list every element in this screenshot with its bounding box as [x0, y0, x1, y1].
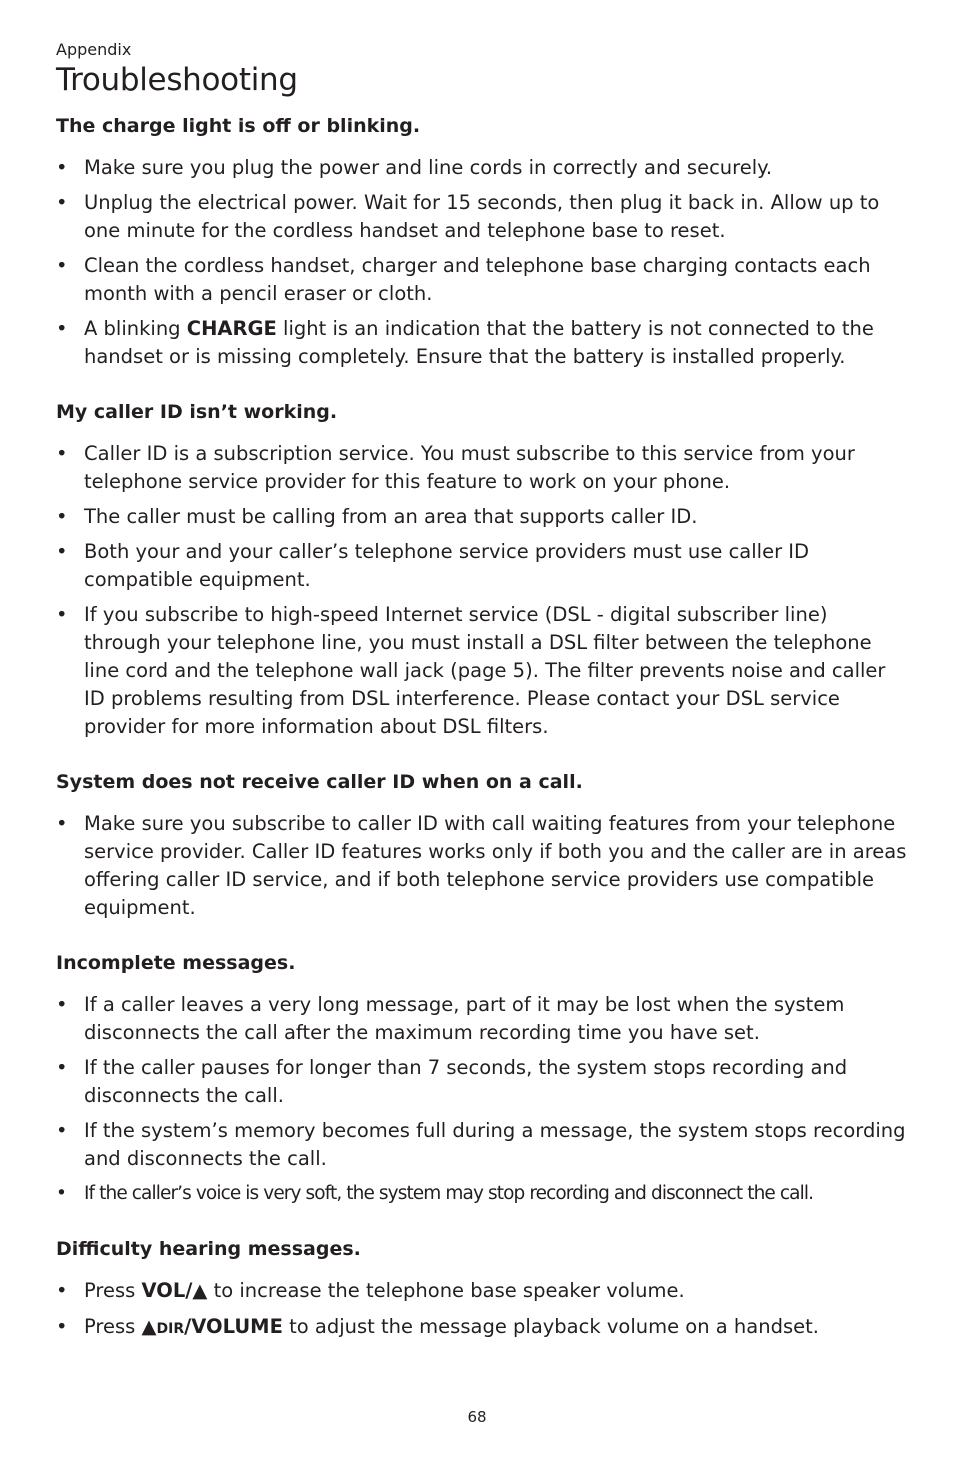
bullet-list	[56, 1277, 908, 1343]
list-item: • Clean the cordless handset, charger and telephone base charging contacts each month with a pencil eraser or cloth.	[56, 254, 871, 305]
section-heading: Difficulty hearing messages.	[56, 1238, 361, 1260]
bullet-icon: •	[56, 156, 68, 179]
bullet-icon: •	[56, 540, 68, 563]
bullet-list	[56, 440, 908, 741]
bullet-icon: •	[56, 812, 68, 835]
section-caller-id-on-call	[56, 768, 908, 922]
list-item: • Make sure you subscribe to caller ID with call waiting features from your telephone service provider. Caller ID features works only if both you and the caller are in areas offering caller ID service, and if both telephone service providers use compatible equipment.	[56, 812, 907, 919]
list-item: • Make sure you plug the power and line cords in correctly and securely.	[56, 154, 908, 182]
page-title: Troubleshooting	[56, 62, 298, 98]
list-item: • If the caller pauses for longer than 7 seconds, the system stops recording and disconnects the call.	[56, 1056, 848, 1107]
section-heading: The charge light is off or blinking.	[56, 115, 421, 137]
key-label: VOL/▲	[141, 1279, 208, 1302]
list-item: • Press VOL/▲ to increase the telephone base speaker volume.	[56, 1277, 908, 1305]
bullet-list	[56, 810, 908, 922]
list-item: • If a caller leaves a very long message, part of it may be lost when the system disconnects the call after the maximum recording time you have set.	[56, 993, 845, 1044]
bullet-icon: •	[56, 254, 68, 277]
document-page	[56, 38, 908, 1343]
bullet-icon: •	[56, 191, 68, 214]
bullet-icon: •	[56, 1315, 68, 1338]
section-label: Appendix	[56, 40, 132, 59]
section-heading: Incomplete messages.	[56, 952, 296, 974]
section-heading: My caller ID isn’t working.	[56, 401, 338, 423]
bullet-icon: •	[56, 603, 68, 626]
list-item: • If the caller’s voice is very soft, the system may stop recording and disconnect the call.	[56, 1180, 908, 1208]
bullet-list	[56, 991, 908, 1208]
section-charge-light	[56, 112, 908, 371]
list-item: • If you subscribe to high-speed Internet service (DSL - digital subscriber line) through your telephone line, you must install a DSL filter between the telephone line cord and the telephone wall jack (page 5). The filter prevents noise and caller ID problems resulting from DSL interference. Please contact your DSL service provider for more information about DSL filters.	[56, 603, 886, 738]
bullet-icon: •	[56, 1056, 68, 1079]
section-heading: System does not receive caller ID when on a call.	[56, 771, 583, 793]
bullet-icon: •	[56, 442, 68, 465]
section-caller-id	[56, 398, 908, 741]
list-item: • If the system’s memory becomes full during a message, the system stops recording and disconnects the call.	[56, 1119, 906, 1170]
list-item: • Both your and your caller’s telephone service providers must use caller ID compatible equipment.	[56, 540, 810, 591]
key-label: /VOLUME	[184, 1315, 283, 1338]
list-item: • A blinking CHARGE light is an indication that the battery is not connected to the handset or is missing completely. Ensure that the battery is installed properly.	[56, 317, 874, 368]
section-incomplete-messages	[56, 949, 908, 1208]
list-item: • The caller must be calling from an area that supports caller ID.	[56, 503, 908, 531]
key-label: CHARGE	[186, 317, 277, 340]
list-item: • Caller ID is a subscription service. You must subscribe to this service from your telephone service provider for this feature to work on your phone.	[56, 442, 855, 493]
bullet-icon: •	[56, 1279, 68, 1302]
list-item: • Press ▲DIR/VOLUME to adjust the message playback volume on a handset.	[56, 1313, 908, 1343]
page-number: 68	[467, 1408, 487, 1426]
bullet-icon: •	[56, 505, 68, 528]
bullet-icon: •	[56, 1183, 67, 1204]
list-item: • Unplug the electrical power. Wait for 15 seconds, then plug it back in. Allow up to one minute for the cordless handset and telephone base to reset.	[56, 191, 880, 242]
key-label-small: DIR	[156, 1321, 185, 1337]
key-label: ▲	[141, 1315, 157, 1338]
bullet-list	[56, 154, 908, 371]
section-difficulty-hearing	[56, 1235, 908, 1343]
bullet-icon: •	[56, 993, 68, 1016]
bullet-icon: •	[56, 1119, 68, 1142]
bullet-icon: •	[56, 317, 68, 340]
